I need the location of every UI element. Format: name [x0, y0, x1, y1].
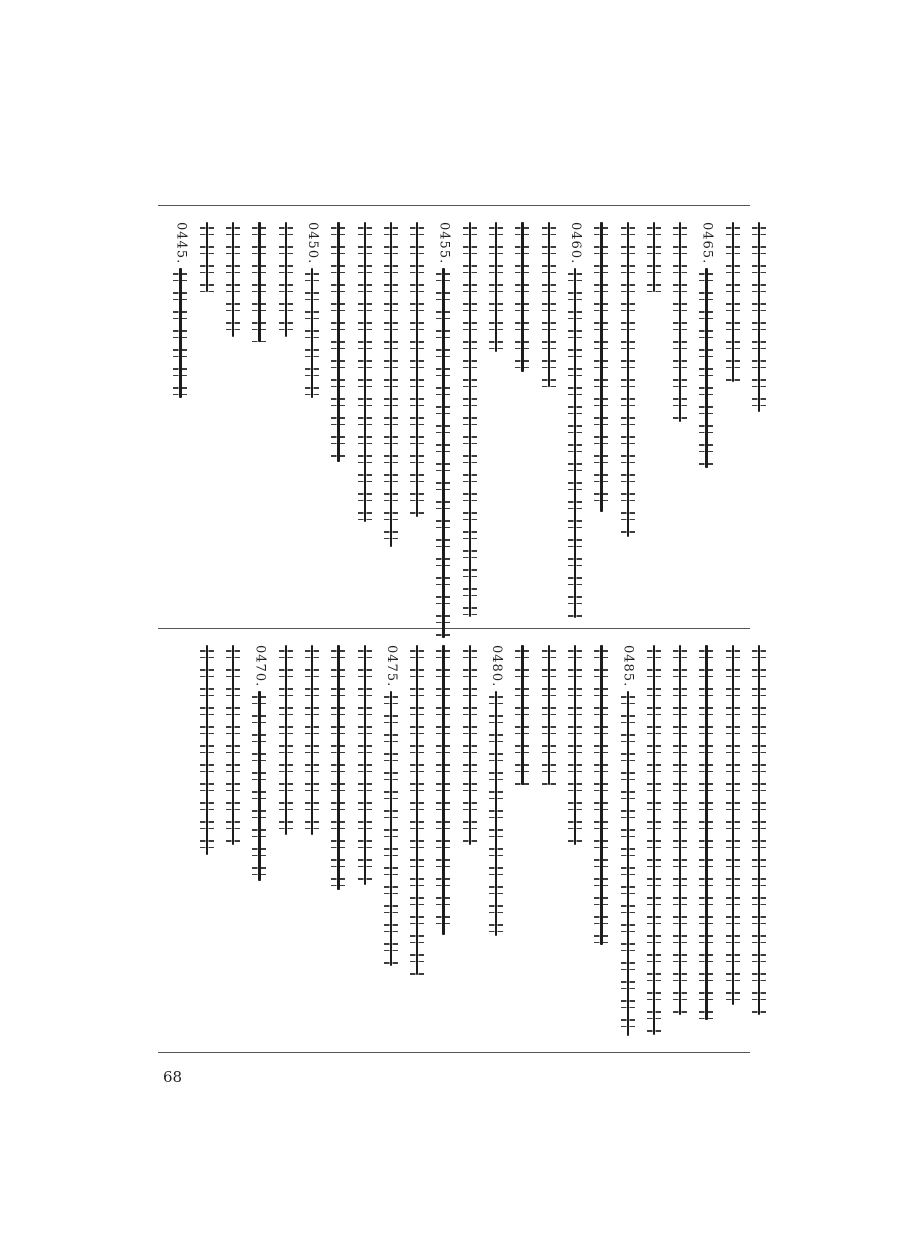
mongolian-script-text	[645, 645, 663, 1035]
text-line	[303, 645, 321, 1037]
text-line	[750, 222, 768, 607]
text-line	[697, 222, 715, 607]
text-line	[750, 645, 768, 1037]
text-line	[540, 645, 558, 1037]
mongolian-script-text	[750, 645, 768, 1015]
text-line	[198, 222, 216, 607]
text-line	[697, 645, 715, 1037]
mongolian-script-text	[592, 222, 610, 512]
mongolian-script-text	[408, 645, 426, 975]
mongolian-script-text	[461, 645, 479, 845]
mongolian-script-text	[356, 222, 374, 522]
mongolian-script-text	[277, 645, 295, 835]
text-line	[277, 222, 295, 607]
text-line	[671, 222, 689, 607]
mongolian-script-text	[171, 268, 189, 398]
page-number: 68	[163, 1068, 183, 1086]
line-number: 0445.	[173, 222, 189, 265]
text-line	[487, 645, 505, 1037]
mongolian-script-text	[434, 645, 452, 935]
text-line	[461, 222, 479, 607]
mongolian-script-text	[303, 645, 321, 835]
upper-text-block	[150, 222, 760, 607]
text-line	[434, 222, 452, 607]
mongolian-script-text	[329, 645, 347, 890]
mongolian-script-text	[513, 222, 531, 372]
line-number: 0460.	[567, 222, 583, 265]
mongolian-script-text	[671, 645, 689, 1015]
text-line	[356, 645, 374, 1037]
top-rule	[158, 205, 750, 206]
text-line	[303, 222, 321, 607]
text-line	[619, 222, 637, 607]
mongolian-script-text	[198, 222, 216, 292]
mongolian-script-text	[540, 222, 558, 387]
mongolian-script-text	[408, 222, 426, 517]
text-line	[329, 222, 347, 607]
mongolian-script-text	[250, 691, 268, 881]
mongolian-script-text	[697, 268, 715, 468]
mongolian-script-text	[697, 645, 715, 1020]
mongolian-script-text	[592, 645, 610, 945]
text-line	[487, 222, 505, 607]
mongolian-script-text	[750, 222, 768, 412]
mongolian-script-text	[224, 645, 242, 845]
text-line	[408, 222, 426, 607]
mongolian-script-text	[619, 222, 637, 537]
mongolian-script-text	[724, 645, 742, 1005]
text-line	[645, 645, 663, 1037]
mongolian-script-text	[461, 222, 479, 617]
text-line	[566, 222, 584, 607]
text-line	[198, 645, 216, 1037]
line-number: 0470.	[252, 645, 268, 688]
mongolian-script-text	[566, 645, 584, 845]
text-line	[513, 645, 531, 1037]
text-line	[724, 222, 742, 607]
text-line	[461, 645, 479, 1037]
lower-text-block	[150, 645, 760, 1037]
mongolian-script-text	[487, 222, 505, 352]
line-number: 0455.	[436, 222, 452, 265]
mongolian-script-text	[566, 268, 584, 618]
text-line	[224, 645, 242, 1037]
mongolian-script-text	[303, 268, 321, 398]
line-number: 0450.	[304, 222, 320, 265]
text-line	[250, 645, 268, 1037]
mongolian-script-text	[356, 645, 374, 885]
text-line	[434, 645, 452, 1037]
line-number: 0465.	[699, 222, 715, 265]
mongolian-script-text	[198, 645, 216, 855]
text-line	[224, 222, 242, 607]
text-line	[382, 645, 400, 1037]
mongolian-script-text	[724, 222, 742, 382]
text-line	[250, 222, 268, 607]
mongolian-script-text	[382, 691, 400, 966]
text-line	[592, 645, 610, 1037]
bottom-rule	[158, 1052, 750, 1053]
mongolian-script-text	[434, 268, 452, 638]
text-line	[356, 222, 374, 607]
mongolian-script-text	[250, 222, 268, 342]
text-line	[408, 645, 426, 1037]
text-line	[592, 222, 610, 607]
mongolian-script-text	[329, 222, 347, 462]
text-line	[645, 222, 663, 607]
mongolian-script-text	[487, 691, 505, 936]
mongolian-script-text	[671, 222, 689, 422]
text-line	[382, 222, 400, 607]
line-number: 0485.	[620, 645, 636, 688]
middle-rule	[158, 628, 750, 629]
mongolian-script-text	[645, 222, 663, 292]
text-line	[540, 222, 558, 607]
mongolian-script-text	[277, 222, 295, 337]
mongolian-script-text	[224, 222, 242, 337]
text-line	[566, 645, 584, 1037]
text-line	[171, 222, 189, 607]
line-number: 0480.	[489, 645, 504, 688]
text-line	[329, 645, 347, 1037]
line-number: 0475.	[383, 645, 399, 688]
mongolian-script-text	[619, 691, 637, 1036]
mongolian-script-text	[513, 645, 531, 785]
text-line	[671, 645, 689, 1037]
text-line	[277, 645, 295, 1037]
mongolian-script-text	[540, 645, 558, 785]
text-line	[513, 222, 531, 607]
mongolian-script-text	[382, 222, 400, 547]
text-line	[619, 645, 637, 1037]
text-line	[724, 645, 742, 1037]
